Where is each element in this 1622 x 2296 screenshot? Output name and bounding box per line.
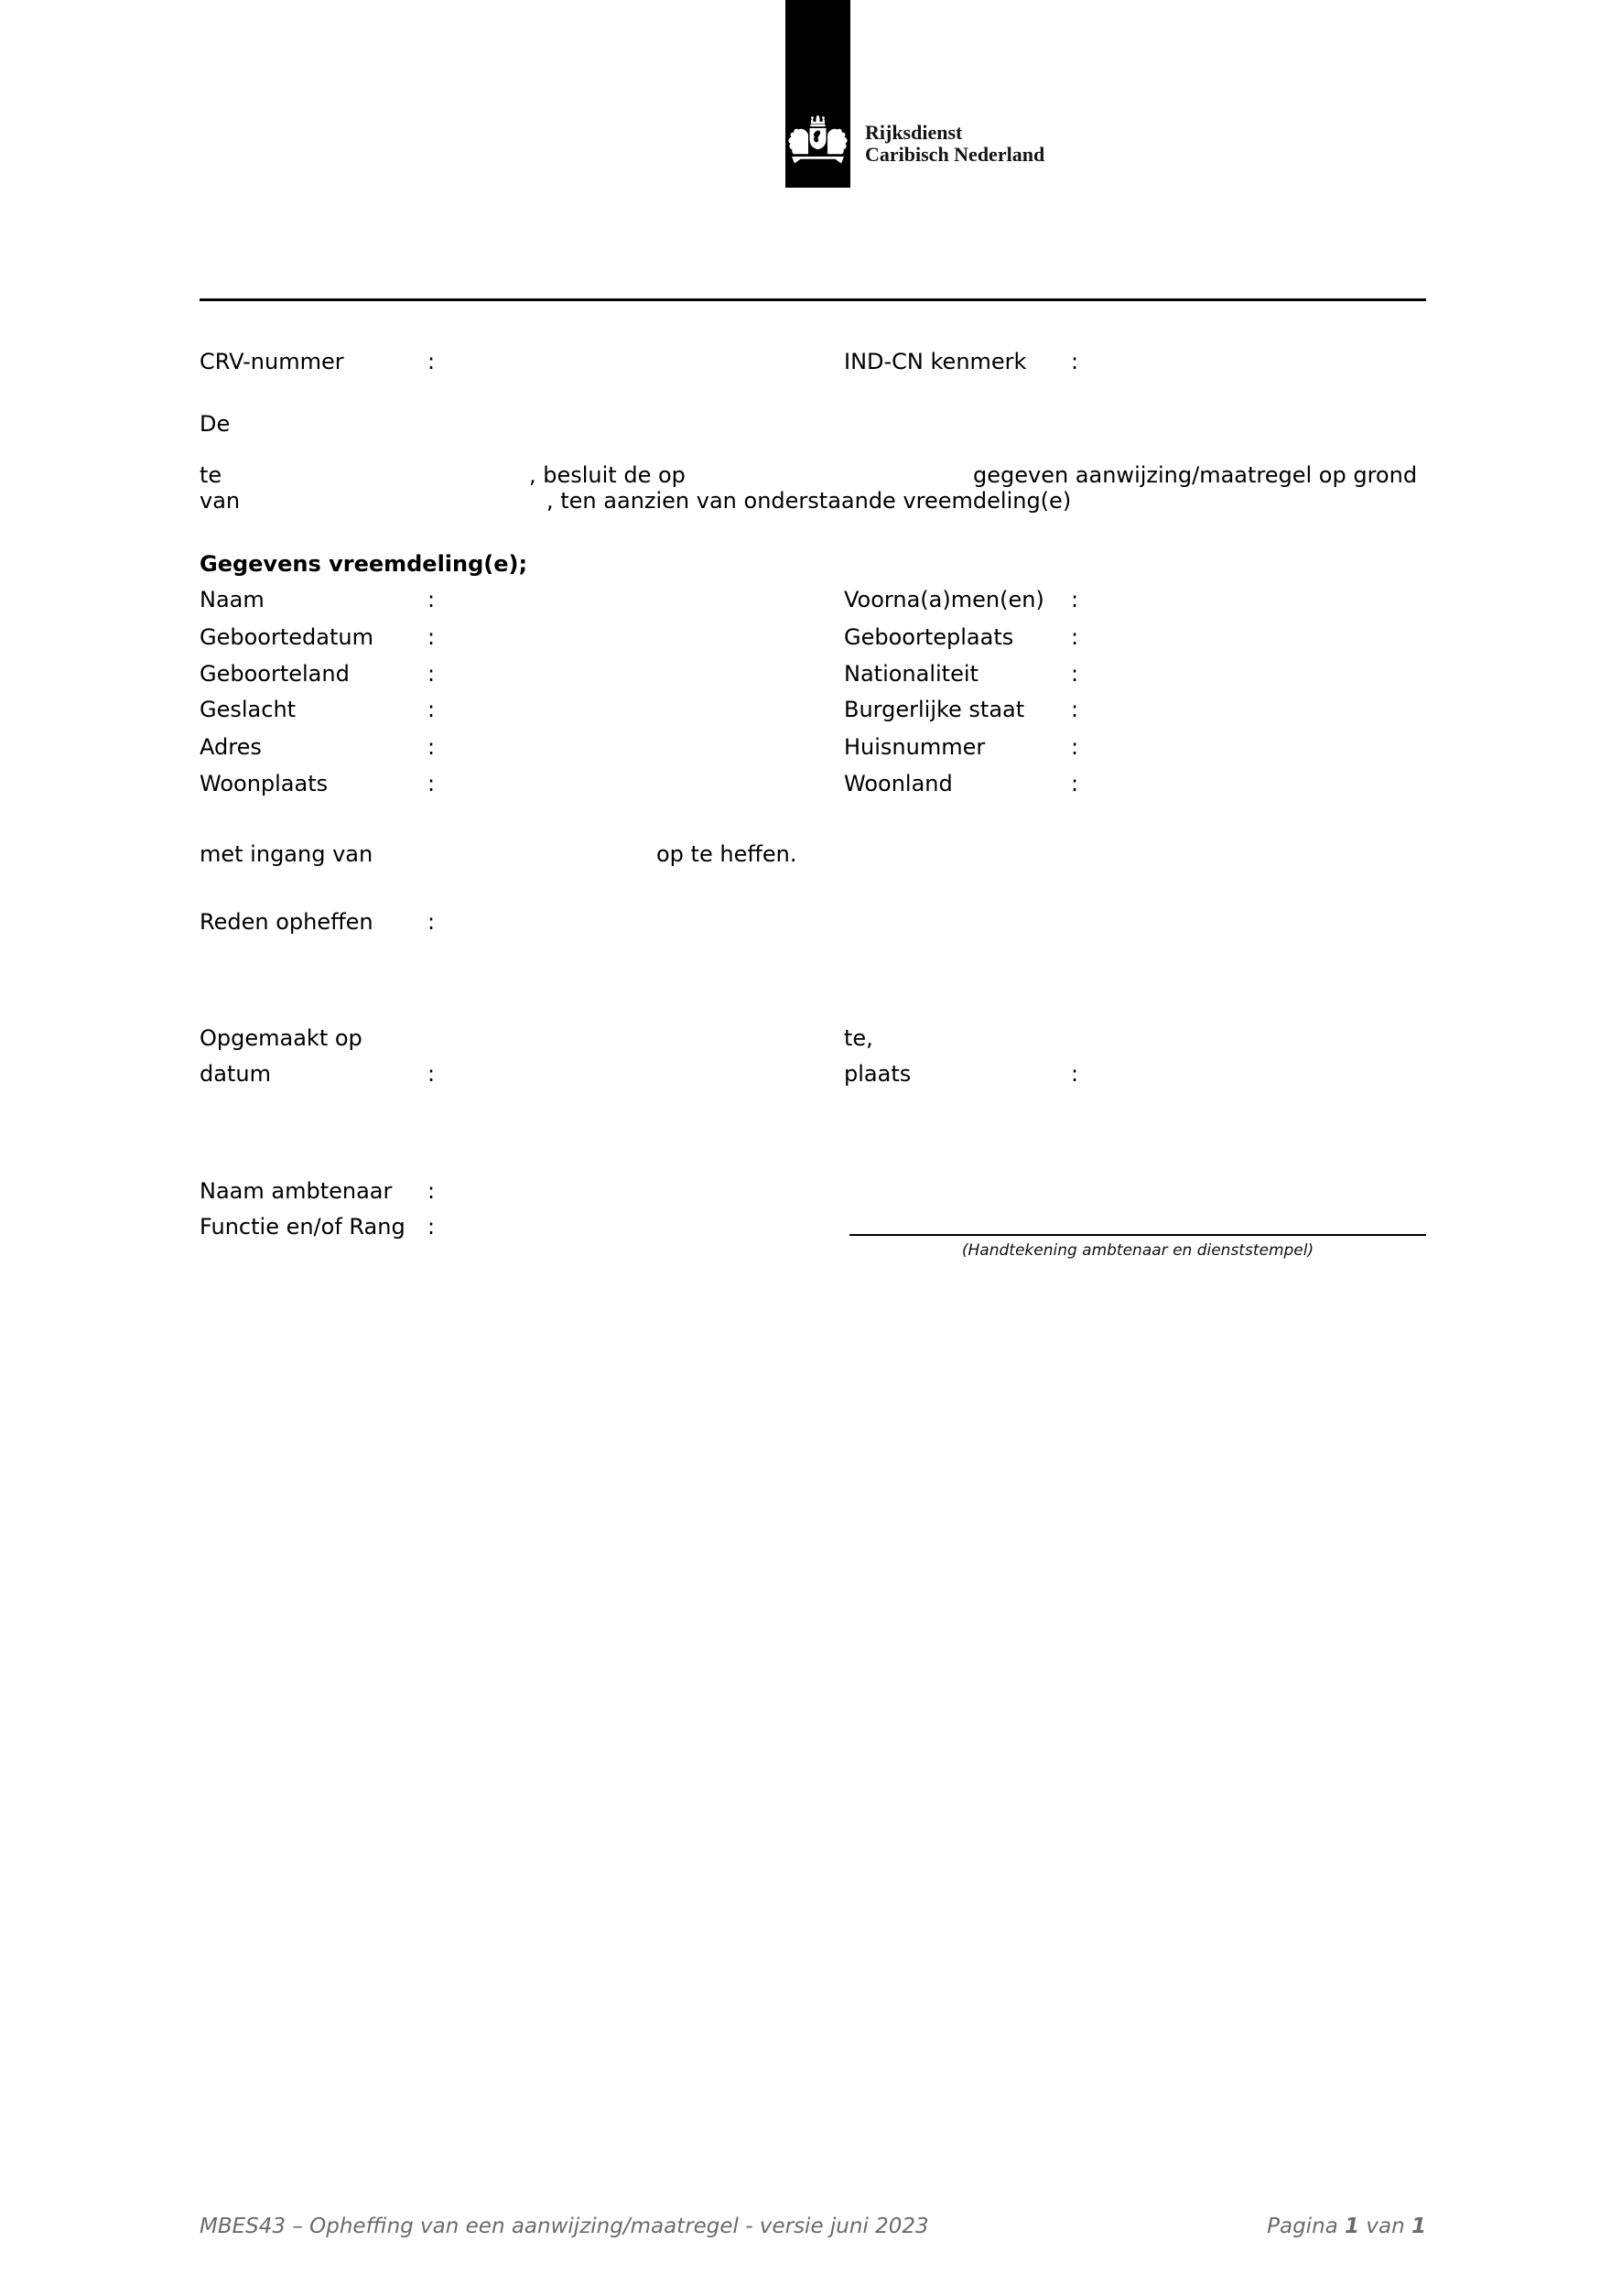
intro-line-3 <box>200 488 1426 517</box>
footer-page-indicator <box>1267 2215 1426 2238</box>
naam-ambtenaar-colon: : <box>427 1178 436 1204</box>
ind-cn-label: IND-CN kenmerk <box>844 349 1027 374</box>
met-ingang-label: met ingang van <box>200 841 373 867</box>
ind-cn-colon: : <box>1071 349 1079 374</box>
woonland-label: Woonland <box>844 771 953 796</box>
reden-opheffen-colon: : <box>427 909 436 935</box>
details-heading-row <box>200 551 1426 580</box>
opgemaakt-op-label: Opgemaakt op <box>200 1025 362 1051</box>
huisnummer-colon: : <box>1071 734 1079 760</box>
op-te-heffen-label: op te heffen. <box>656 841 797 867</box>
adres-label: Adres <box>200 734 262 760</box>
geboortedatum-label: Geboortedatum <box>200 624 373 650</box>
field-row <box>200 661 1426 690</box>
footer-van-word: van <box>1366 2215 1405 2238</box>
crv-number-colon: : <box>427 349 436 374</box>
geslacht-colon: : <box>427 697 436 722</box>
burgerlijke-staat-colon: : <box>1071 697 1079 722</box>
intro-gegeven: gegeven aanwijzing/maatregel op grond <box>973 462 1418 488</box>
dutch-coat-of-arms-icon <box>787 115 849 168</box>
voornamen-colon: : <box>1071 587 1079 612</box>
footer-page-number: 1 <box>1345 2215 1360 2238</box>
intro-besluit: , besluit de op <box>529 462 686 488</box>
header-rule <box>200 298 1426 301</box>
naam-colon: : <box>427 587 436 612</box>
signature-line <box>849 1234 1426 1236</box>
page-footer <box>200 2215 1426 2238</box>
intro-de: De <box>200 411 231 437</box>
crv-number-label: CRV-nummer <box>200 349 344 374</box>
official-rank-row <box>200 1214 1426 1243</box>
plaats-colon: : <box>1071 1061 1079 1087</box>
issued-row <box>200 1025 1426 1055</box>
datum-label: datum <box>200 1061 271 1087</box>
te-label: te, <box>844 1025 873 1051</box>
org-name-line2: Caribisch Nederland <box>865 143 1045 166</box>
nationaliteit-label: Nationaliteit <box>844 661 979 687</box>
naam-ambtenaar-label: Naam ambtenaar <box>200 1178 393 1204</box>
huisnummer-label: Huisnummer <box>844 734 986 760</box>
functie-rang-colon: : <box>427 1214 436 1240</box>
org-name-line1: Rijksdienst <box>865 121 963 144</box>
datum-colon: : <box>427 1061 436 1087</box>
geboorteland-label: Geboorteland <box>200 661 350 687</box>
footer-page-total: 1 <box>1411 2215 1426 2238</box>
intro-te: te <box>200 462 222 488</box>
geboorteplaats-colon: : <box>1071 624 1079 650</box>
signature-caption: (Handtekening ambtenaar en dienststempel) <box>961 1241 1314 1260</box>
details-heading: Gegevens vreemdeling(e); <box>200 551 528 577</box>
nationaliteit-colon: : <box>1071 661 1079 687</box>
burgerlijke-staat-label: Burgerlijke staat <box>844 697 1025 722</box>
geboorteplaats-label: Geboorteplaats <box>844 624 1014 650</box>
field-row <box>200 771 1426 800</box>
field-row <box>200 734 1426 764</box>
field-row <box>200 624 1426 654</box>
field-row <box>200 697 1426 726</box>
naam-label: Naam <box>200 587 265 612</box>
footer-page-word: Pagina <box>1267 2215 1338 2238</box>
woonplaats-colon: : <box>427 771 436 796</box>
date-place-row <box>200 1061 1426 1090</box>
geslacht-label: Geslacht <box>200 697 297 722</box>
geboorteland-colon: : <box>427 661 436 687</box>
intro-van: van <box>200 488 241 514</box>
reason-row <box>200 909 1426 938</box>
geboortedatum-colon: : <box>427 624 436 650</box>
intro-ten-aanzien: , ten aanzien van onderstaande vreemdeling(e) <box>546 488 1072 514</box>
woonplaats-label: Woonplaats <box>200 771 329 796</box>
reden-opheffen-label: Reden opheffen <box>200 909 373 935</box>
voornamen-label: Voorna(a)men(en) <box>844 587 1044 612</box>
reference-row <box>200 349 1426 378</box>
plaats-label: plaats <box>844 1061 912 1087</box>
intro-line-1 <box>200 411 1426 440</box>
org-name <box>865 122 1044 166</box>
effective-row <box>200 841 1426 871</box>
woonland-colon: : <box>1071 771 1079 796</box>
field-row <box>200 587 1426 616</box>
adres-colon: : <box>427 734 436 760</box>
official-name-row <box>200 1178 1426 1208</box>
footer-document-id: MBES43 – Opheffing van een aanwijzing/maatregel - versie juni 2023 <box>200 2215 929 2238</box>
rcn-logo-bar <box>785 0 850 188</box>
functie-rang-label: Functie en/of Rang <box>200 1214 406 1240</box>
